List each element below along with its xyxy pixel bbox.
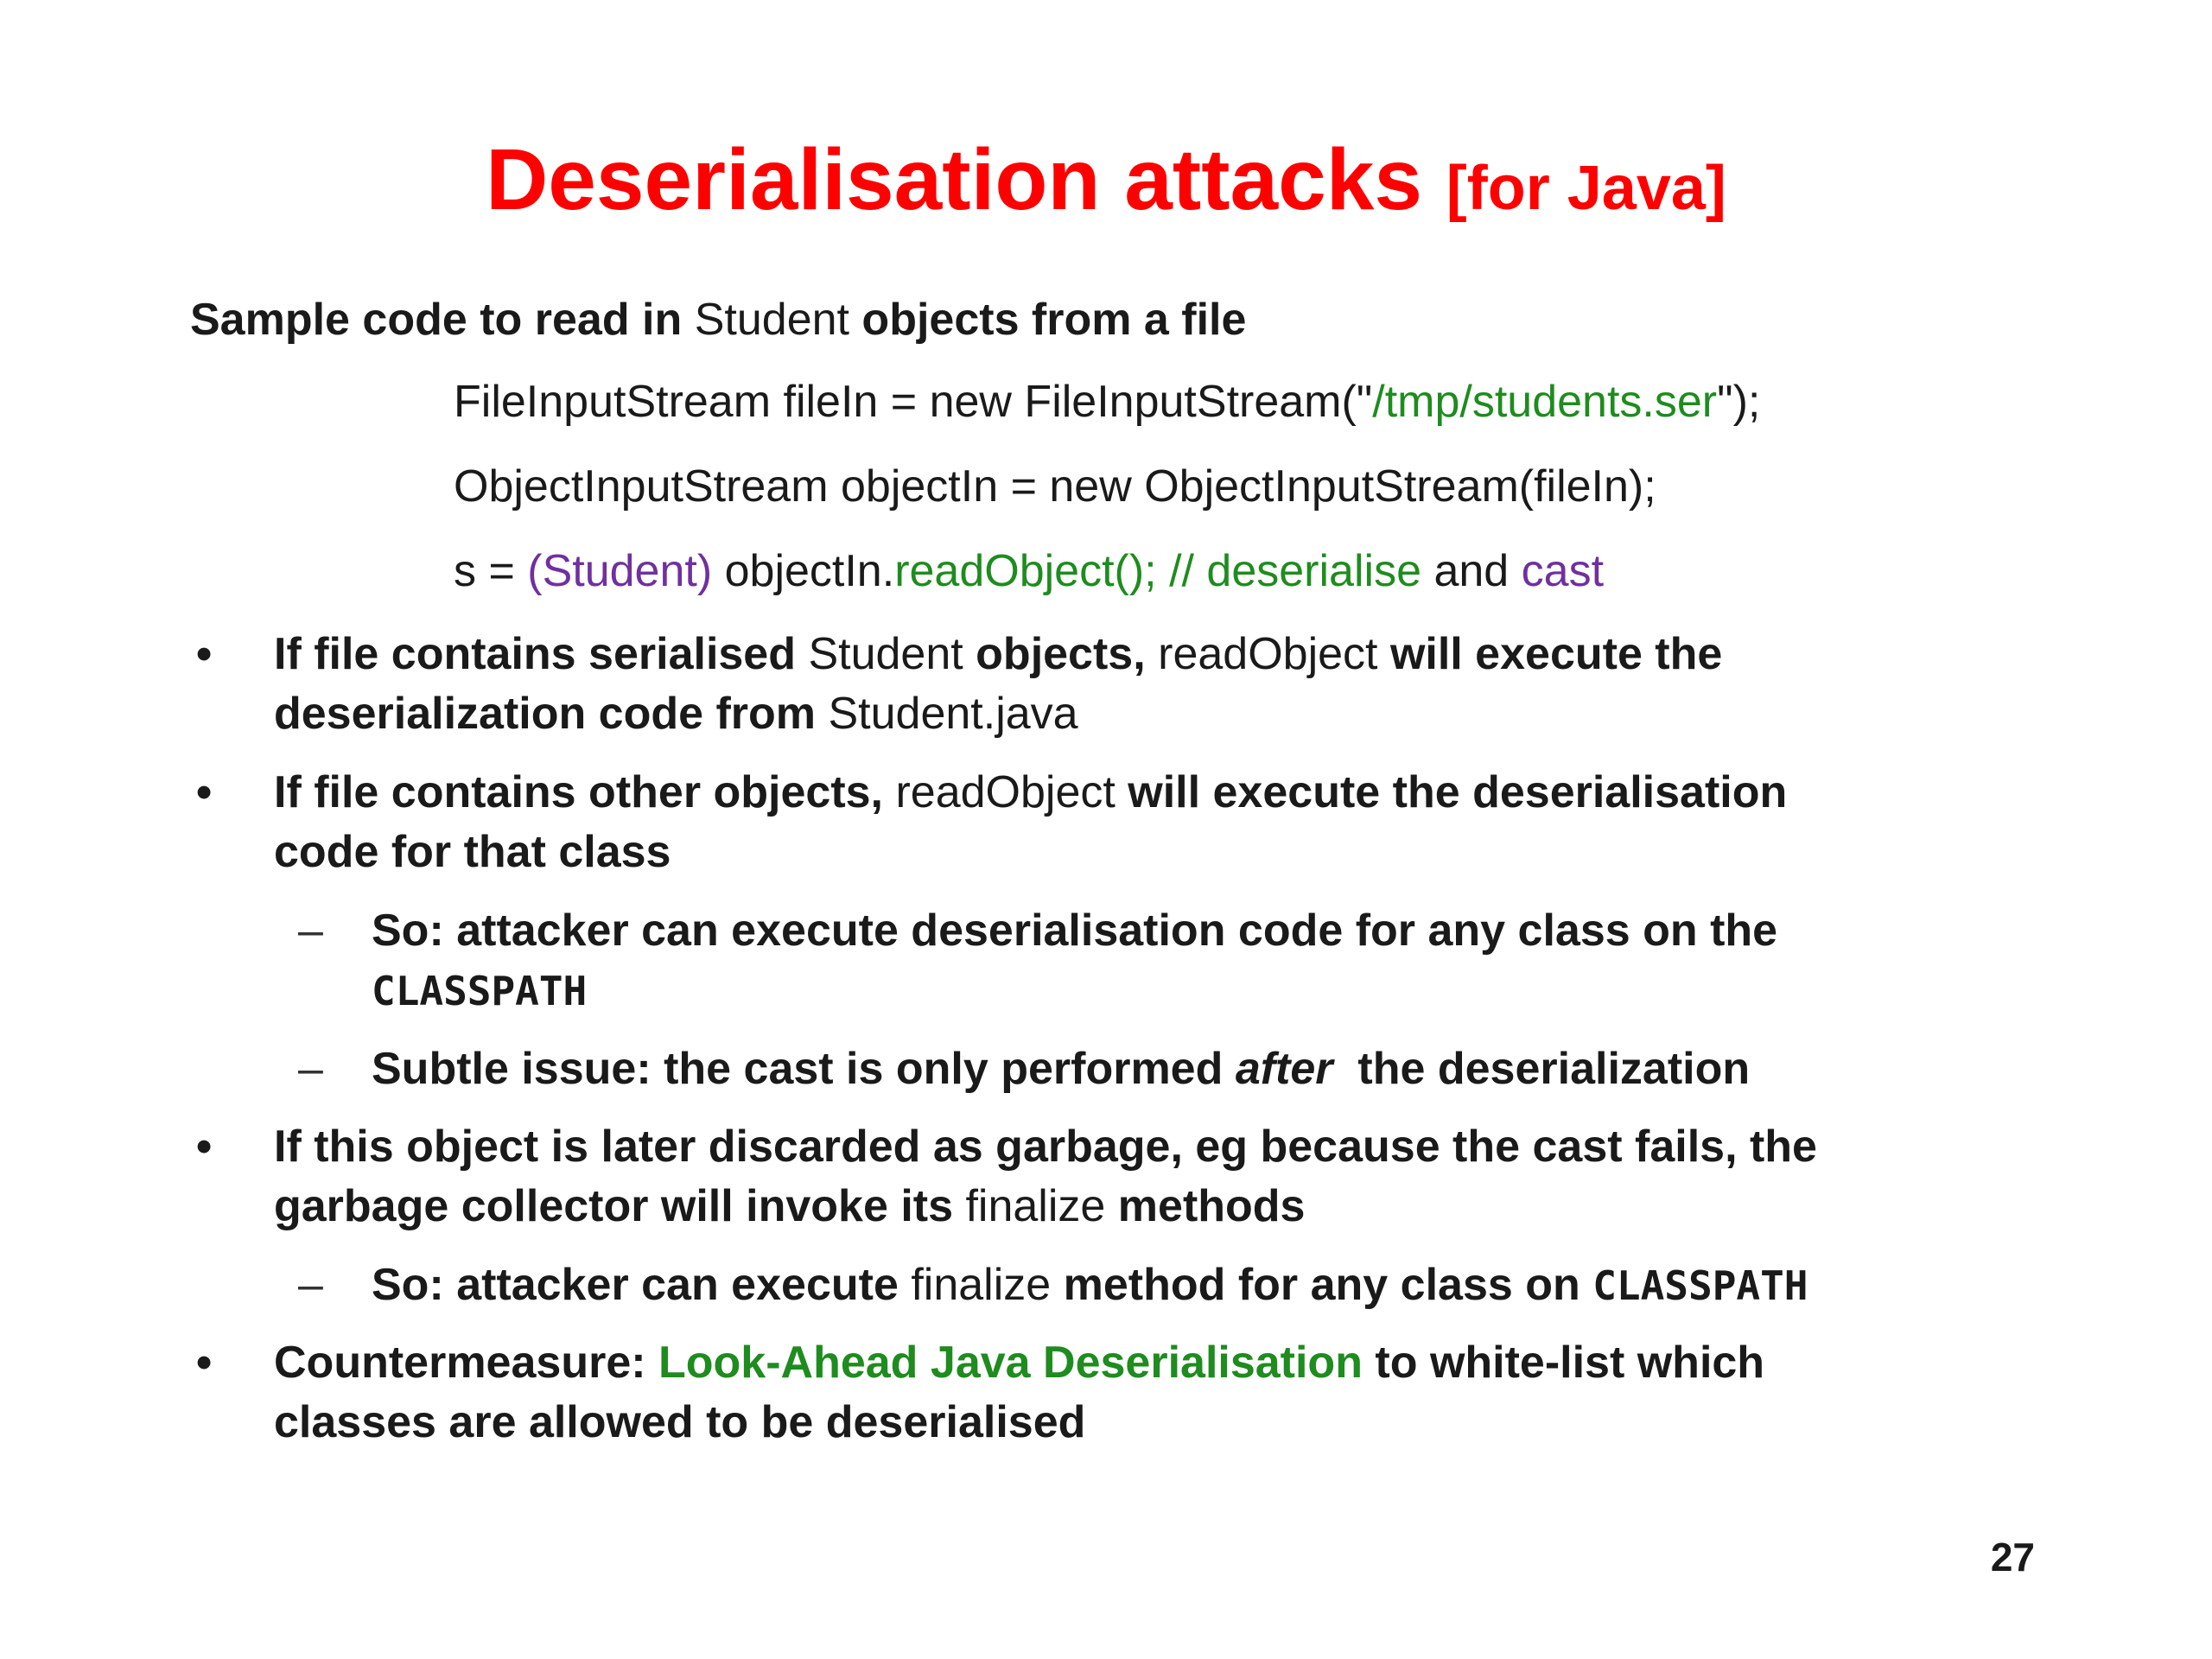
inline-code: readObject	[1158, 629, 1378, 679]
code-text: and	[1421, 546, 1522, 596]
bullet-4	[196, 1333, 2071, 1452]
bullet-1-line-2	[274, 684, 2071, 744]
code-text: objectIn.	[712, 546, 895, 596]
page-number: 27	[1990, 1535, 2035, 1580]
bullet-1	[196, 625, 2071, 744]
bullet-2	[196, 763, 2071, 882]
bullet-2-line-1	[274, 763, 2071, 823]
bullet-text: methods	[1105, 1181, 1306, 1231]
bullet-marker: •	[196, 629, 213, 679]
code-cast-word: cast	[1521, 546, 1605, 596]
sub-bullet-2	[298, 1039, 2065, 1099]
code-line-3	[454, 541, 1604, 601]
bullet-text: So: attacker can execute	[372, 1260, 912, 1310]
bullet-3-line-1: If this object is later discarded as garbage, eg because the cast fails, the	[274, 1122, 1817, 1172]
bullet-4-line-1	[274, 1333, 2071, 1393]
bullet-text: Countermeasure:	[274, 1338, 658, 1388]
intro-text: Sample code to read in	[190, 295, 695, 345]
bullet-text: will execute the deserialisation	[1115, 767, 1788, 817]
sub-bullet-2-line-1	[372, 1039, 2065, 1099]
bullet-text: If file contains serialised	[274, 629, 809, 679]
bullet-text: deserialization code from	[274, 689, 829, 739]
classpath-keyword: CLASSPATH	[372, 968, 588, 1014]
inline-code: Student	[808, 629, 963, 679]
bullet-1-line-1	[274, 625, 2071, 684]
sub-bullet-1	[298, 901, 2065, 1021]
intro-line	[190, 289, 1246, 350]
bullet-4-line-2: classes are allowed to be deserialised	[274, 1397, 1086, 1447]
bullet-2-line-2: code for that class	[274, 827, 671, 877]
bullet-text: Subtle issue: the cast is only performed	[372, 1044, 1236, 1094]
dash-marker: –	[298, 1260, 323, 1310]
dash-marker: –	[298, 906, 323, 956]
code-comment: readObject(); // deserialise	[894, 546, 1421, 596]
bullet-text: will execute the	[1377, 629, 1723, 679]
slide-title	[0, 128, 2212, 240]
sub-bullet-3	[298, 1255, 2065, 1316]
bullet-marker: •	[196, 1338, 213, 1388]
code-line-1	[454, 372, 1760, 432]
code-text: FileInputStream fileIn = new FileInputStream("	[454, 377, 1373, 427]
code-text: ObjectInputStream objectIn = new ObjectInputStream(fileIn);	[454, 461, 1656, 512]
code-text: s =	[454, 546, 528, 596]
inline-code: finalize	[911, 1260, 1052, 1310]
title-main: Deserialisation attacks	[486, 131, 1422, 228]
code-text: ");	[1717, 377, 1761, 427]
code-cast: (Student)	[527, 546, 713, 596]
bullet-text: objects,	[963, 629, 1159, 679]
bullet-3-line-2	[274, 1177, 2071, 1236]
countermeasure-name: Look-Ahead Java Deserialisation	[658, 1338, 1363, 1388]
inline-code: Student.java	[828, 689, 1078, 739]
bullet-marker: •	[196, 767, 213, 817]
sub-bullet-3-line-1	[372, 1255, 2065, 1316]
code-line-2	[454, 456, 1656, 517]
dash-marker: –	[298, 1044, 323, 1094]
classpath-keyword: CLASSPATH	[1592, 1262, 1808, 1309]
sub-bullet-1-line-2	[372, 961, 2065, 1021]
code-string-literal: /tmp/students.ser	[1372, 377, 1718, 427]
bullet-text: the deserialization	[1332, 1044, 1751, 1094]
intro-text-end: objects from a file	[849, 295, 1247, 345]
bullet-marker: •	[196, 1122, 213, 1172]
sub-bullet-1-line-1: So: attacker can execute deserialisation code for any class on the	[372, 906, 1778, 956]
title-suffix: [for Java]	[1446, 154, 1726, 223]
inline-code: finalize	[965, 1181, 1106, 1231]
bullet-text: to white-list which	[1362, 1338, 1765, 1388]
intro-class-name: Student	[694, 295, 849, 345]
bullet-text: If file contains other objects,	[274, 767, 896, 817]
emphasis-after: after	[1235, 1044, 1333, 1094]
bullet-3	[196, 1117, 2071, 1236]
bullet-text: garbage collector will invoke its	[274, 1181, 966, 1231]
bullet-text: method for any class on	[1051, 1260, 1593, 1310]
inline-code: readObject	[895, 767, 1116, 817]
